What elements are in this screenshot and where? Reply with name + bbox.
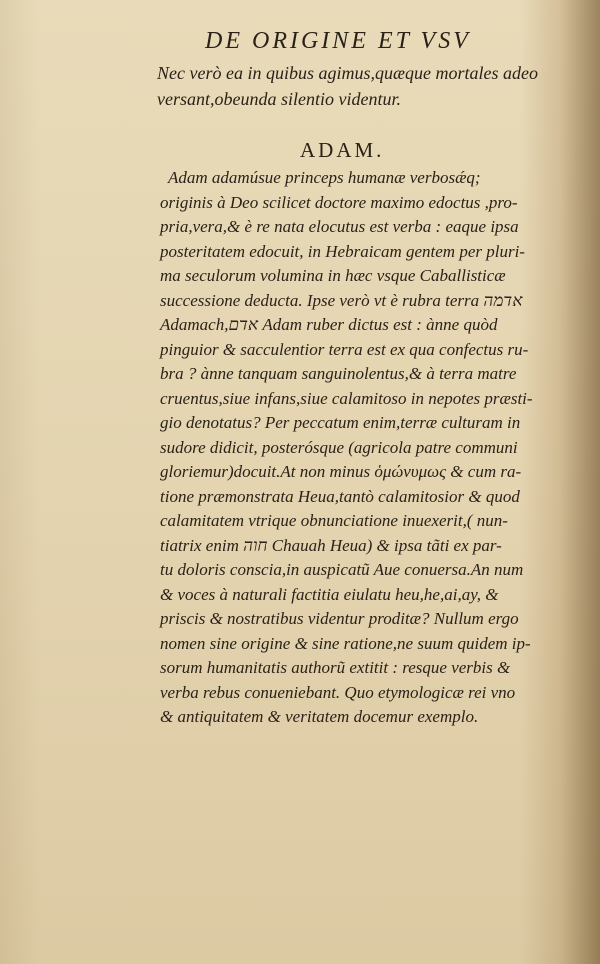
intro-line: Nec verò ea in quibus agimus,quæque mortales adeo [157, 63, 538, 83]
body-line: nomen sine origine & sine ratione,ne suum quidem ip- [160, 633, 531, 653]
body-line: sudore didicit, posterósque (agricola patre communi [160, 437, 518, 457]
body-line: bra ? ànne tanquam sanguinolentus,& à terra matre [160, 364, 517, 383]
body-line: tiatrix enim חוה Chauah Heua) & ipsa tãti ex par- [160, 535, 502, 555]
body-line: & voces à naturali factitia eiulatu heu,he,ai,ay, & [160, 584, 499, 604]
body-line: posteritatem edocuit, in Hebraicam gentem per pluri- [160, 241, 525, 261]
intro-paragraph [157, 60, 577, 112]
body-line: sorum humanitatis authorũ extitit : resque verbis & [160, 658, 511, 677]
body-line: Adamach,אדם Adam ruber dictus est : ànne quòd [160, 315, 498, 334]
body-line: calamitatem vtrique obnunciatione inuexerit,( nun- [160, 511, 508, 530]
body-line: tione præmonstrata Heua,tantò calamitosior & quod [160, 486, 520, 506]
body-line: tu doloris conscia,in auspicatũ Aue conuersa.An num [160, 560, 524, 579]
section-title: ADAM. [300, 138, 385, 162]
body-line: ma seculorum volumina in hæc vsque Caballisticæ [160, 266, 506, 285]
body-line: Adam adamúsue princeps humanæ verbosǽq; [168, 168, 481, 187]
body-line: cruentus,siue infans,siue calamitoso in nepotes præsti- [160, 388, 533, 408]
body-line: pria,vera,& è re nata elocutus est verba : eaque ipsa [160, 217, 519, 236]
body-line: gio denotatus? Per peccatum enim,terræ culturam in [160, 413, 521, 432]
body-line: verba rebus conueniebant. Quo etymologicæ rei vno [160, 682, 516, 702]
intro-line: versant,obeunda silentio videntur. [157, 89, 401, 109]
body-line: pinguior & sacculentior terra est ex qua confectus ru- [160, 339, 529, 359]
body-line: originis à Deo scilicet doctore maximo edoctus ,pro- [160, 192, 518, 212]
body-line: successione deducta. Ipse verò vt è rubra terra אדמה [160, 290, 523, 310]
running-head: DE ORIGINE ET VSV [205, 28, 471, 54]
body-paragraph [160, 166, 580, 730]
body-line: gloriemur)docuit.At non minus ὁμώνυμως & cum ra- [160, 462, 522, 481]
body-line: & antiquitatem & veritatem docemur exemplo. [160, 707, 479, 726]
body-line: priscis & nostratibus videntur proditæ? Nullum ergo [160, 609, 519, 628]
